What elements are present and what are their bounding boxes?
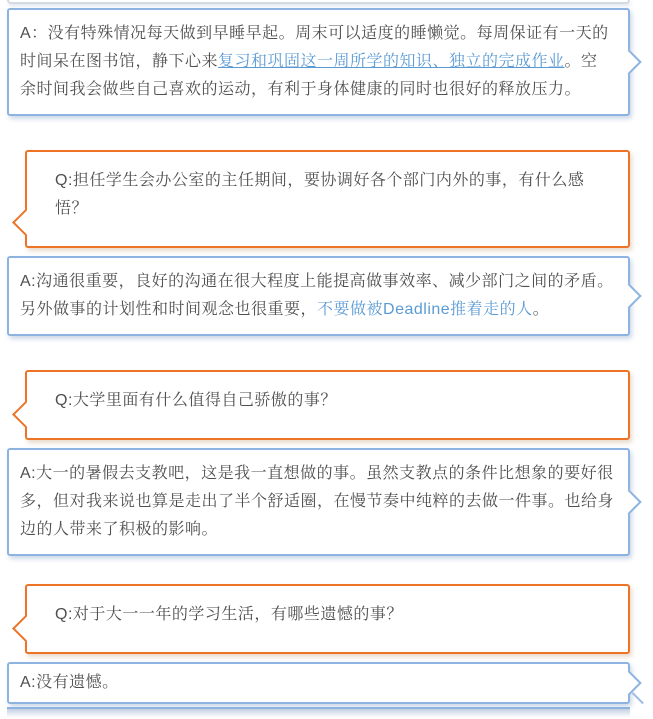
bubble-list — [0, 8, 653, 719]
bubble-text — [55, 601, 608, 629]
text-segment: A:沟通很重要，良好的沟通在很大程度上能提高做事效率、减少部门之间的矛盾。另外做事的计划性和时间观念也很重要， — [20, 273, 614, 318]
text-segment: 。 — [532, 301, 550, 318]
bubble-tail-icon — [12, 401, 39, 428]
text-segment: 。空余时间我会做些自己喜欢的运动，有利于身体健康的同时也很好的释放压力。 — [20, 53, 598, 98]
question-bubble — [25, 150, 630, 248]
bubble-tail-icon — [616, 49, 641, 74]
question-bubble — [25, 370, 630, 440]
text-segment: Q:担任学生会办公室的主任期间，要协调好各个部门内外的事，有什么感悟？ — [55, 172, 585, 217]
answer-bubble — [7, 8, 630, 116]
bubble-text — [55, 387, 608, 415]
bubble-tail-icon — [616, 283, 641, 308]
bubble-tail-icon — [12, 209, 39, 236]
text-segment: A:大一的暑假去支教吧，这是我一直想做的事。虽然支教点的条件比想象的要好很多，但对我来说也算是走出了半个舒适圈，在慢节奏中纯粹的去做一件事。也给身边的人带来了积极的影响。 — [20, 465, 615, 538]
text-segment: A:没有遗憾。 — [20, 674, 119, 691]
inline-link[interactable]: 复习和巩固这一周所学的知识、独立的完成作业 — [218, 53, 565, 70]
text-segment: Q:大学里面有什么值得自己骄傲的事？ — [55, 392, 337, 409]
text-segment: A：没有特殊情况每天做到早睡早起。周末可以适度的睡懒觉。每周保证有一天的时间呆在图书馆，静下心来 — [20, 25, 609, 70]
answer-bubble — [7, 448, 630, 556]
text-segment: Q:对于大一一年的学习生活，有哪些遗憾的事？ — [55, 606, 403, 623]
truncated-next-bubble — [7, 707, 630, 719]
bubble-text — [20, 268, 614, 324]
bubble-text — [20, 669, 614, 697]
inline-link[interactable]: 不要做被Deadline推着走的人 — [317, 301, 533, 318]
bubble-tail-icon — [616, 670, 641, 695]
bubble-tail-icon — [616, 489, 641, 514]
answer-bubble — [7, 662, 630, 704]
answer-bubble — [7, 256, 630, 336]
bubble-text — [20, 20, 614, 104]
bubble-tail-icon — [12, 615, 39, 642]
previous-bubble-bottom-edge — [7, 0, 630, 4]
bubble-text — [55, 167, 608, 223]
bubble-text — [20, 460, 614, 544]
question-bubble — [25, 584, 630, 654]
